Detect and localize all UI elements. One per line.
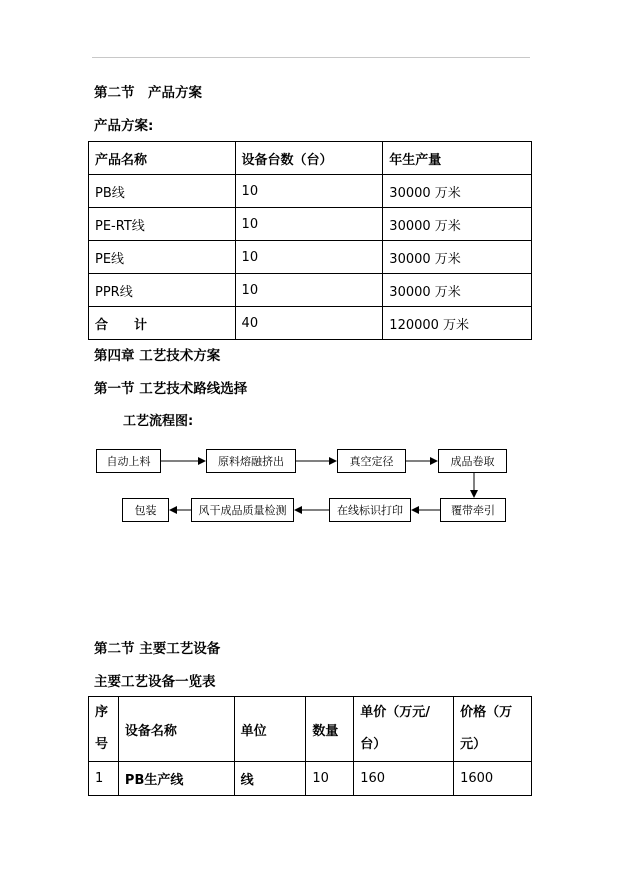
table-cell: 120000 万米 (383, 307, 532, 340)
header-cell: 设备名称 (118, 697, 234, 762)
header-line: 序 (95, 705, 109, 720)
flow-step-auto-feed: 自动上料 (96, 449, 161, 473)
table-cell: PB生产线 (118, 762, 234, 796)
equipment-list-label: 主要工艺设备一览表 (94, 674, 216, 690)
table-cell: 30000 万米 (383, 175, 532, 208)
table-cell: 10 (235, 241, 383, 274)
table-header-row (89, 697, 532, 762)
table-cell: 160 (354, 762, 454, 796)
table-cell: 40 (235, 307, 383, 340)
table-cell: 10 (235, 208, 383, 241)
header-cell: 设备台数（台） (235, 142, 383, 175)
section-heading-route: 第一节 工艺技术路线选择 (94, 381, 248, 397)
table-cell: 10 (235, 175, 383, 208)
flow-step-online-marking: 在线标识打印 (329, 498, 411, 522)
table-cell: PB线 (89, 175, 236, 208)
table-cell: PE-RT线 (89, 208, 236, 241)
header-line: 台） (360, 737, 387, 752)
flow-step-melt-extrude: 原料熔融挤出 (206, 449, 296, 473)
chapter-heading: 第四章 工艺技术方案 (94, 348, 221, 364)
table-cell: 1600 (454, 762, 532, 796)
flow-step-coil-winding: 成品卷取 (438, 449, 507, 473)
flow-step-dry-inspection: 风干成品质量检测 (191, 498, 294, 522)
flow-step-vacuum-sizing: 真空定径 (337, 449, 406, 473)
flow-label: 工艺流程图: (123, 414, 194, 429)
table-cell: 1 (89, 762, 119, 796)
header-cell: 产品名称 (89, 142, 236, 175)
header-line: 价格（万 (460, 705, 513, 720)
header-cell-price (454, 697, 532, 762)
table-row (89, 762, 532, 796)
table-cell: 30000 万米 (383, 274, 532, 307)
flow-step-packing: 包装 (122, 498, 169, 522)
section-heading-equipment: 第二节 主要工艺设备 (94, 641, 221, 657)
table-cell: PPR线 (89, 274, 236, 307)
header-cell: 数量 (306, 697, 354, 762)
table-cell: 30000 万米 (383, 241, 532, 274)
header-line: 单价（万元/ (360, 705, 430, 720)
header-line: 元） (460, 737, 487, 752)
equipment-table (88, 696, 532, 796)
table-cell: 30000 万米 (383, 208, 532, 241)
table-cell: 线 (234, 762, 306, 796)
header-cell: 年生产量 (383, 142, 532, 175)
header-cell-seq (89, 697, 119, 762)
flow-step-belt-haul-off: 覆带牵引 (440, 498, 506, 522)
table-cell: PE线 (89, 241, 236, 274)
table-cell: 10 (235, 274, 383, 307)
header-cell: 单位 (234, 697, 306, 762)
product-plan-label: 产品方案: (94, 118, 154, 134)
header-line: 号 (95, 737, 109, 752)
table-cell: 10 (306, 762, 354, 796)
section-heading-product-plan: 第二节 产品方案 (94, 85, 202, 101)
header-cell-unit-price (354, 697, 454, 762)
table-cell: 合 计 (89, 307, 236, 340)
